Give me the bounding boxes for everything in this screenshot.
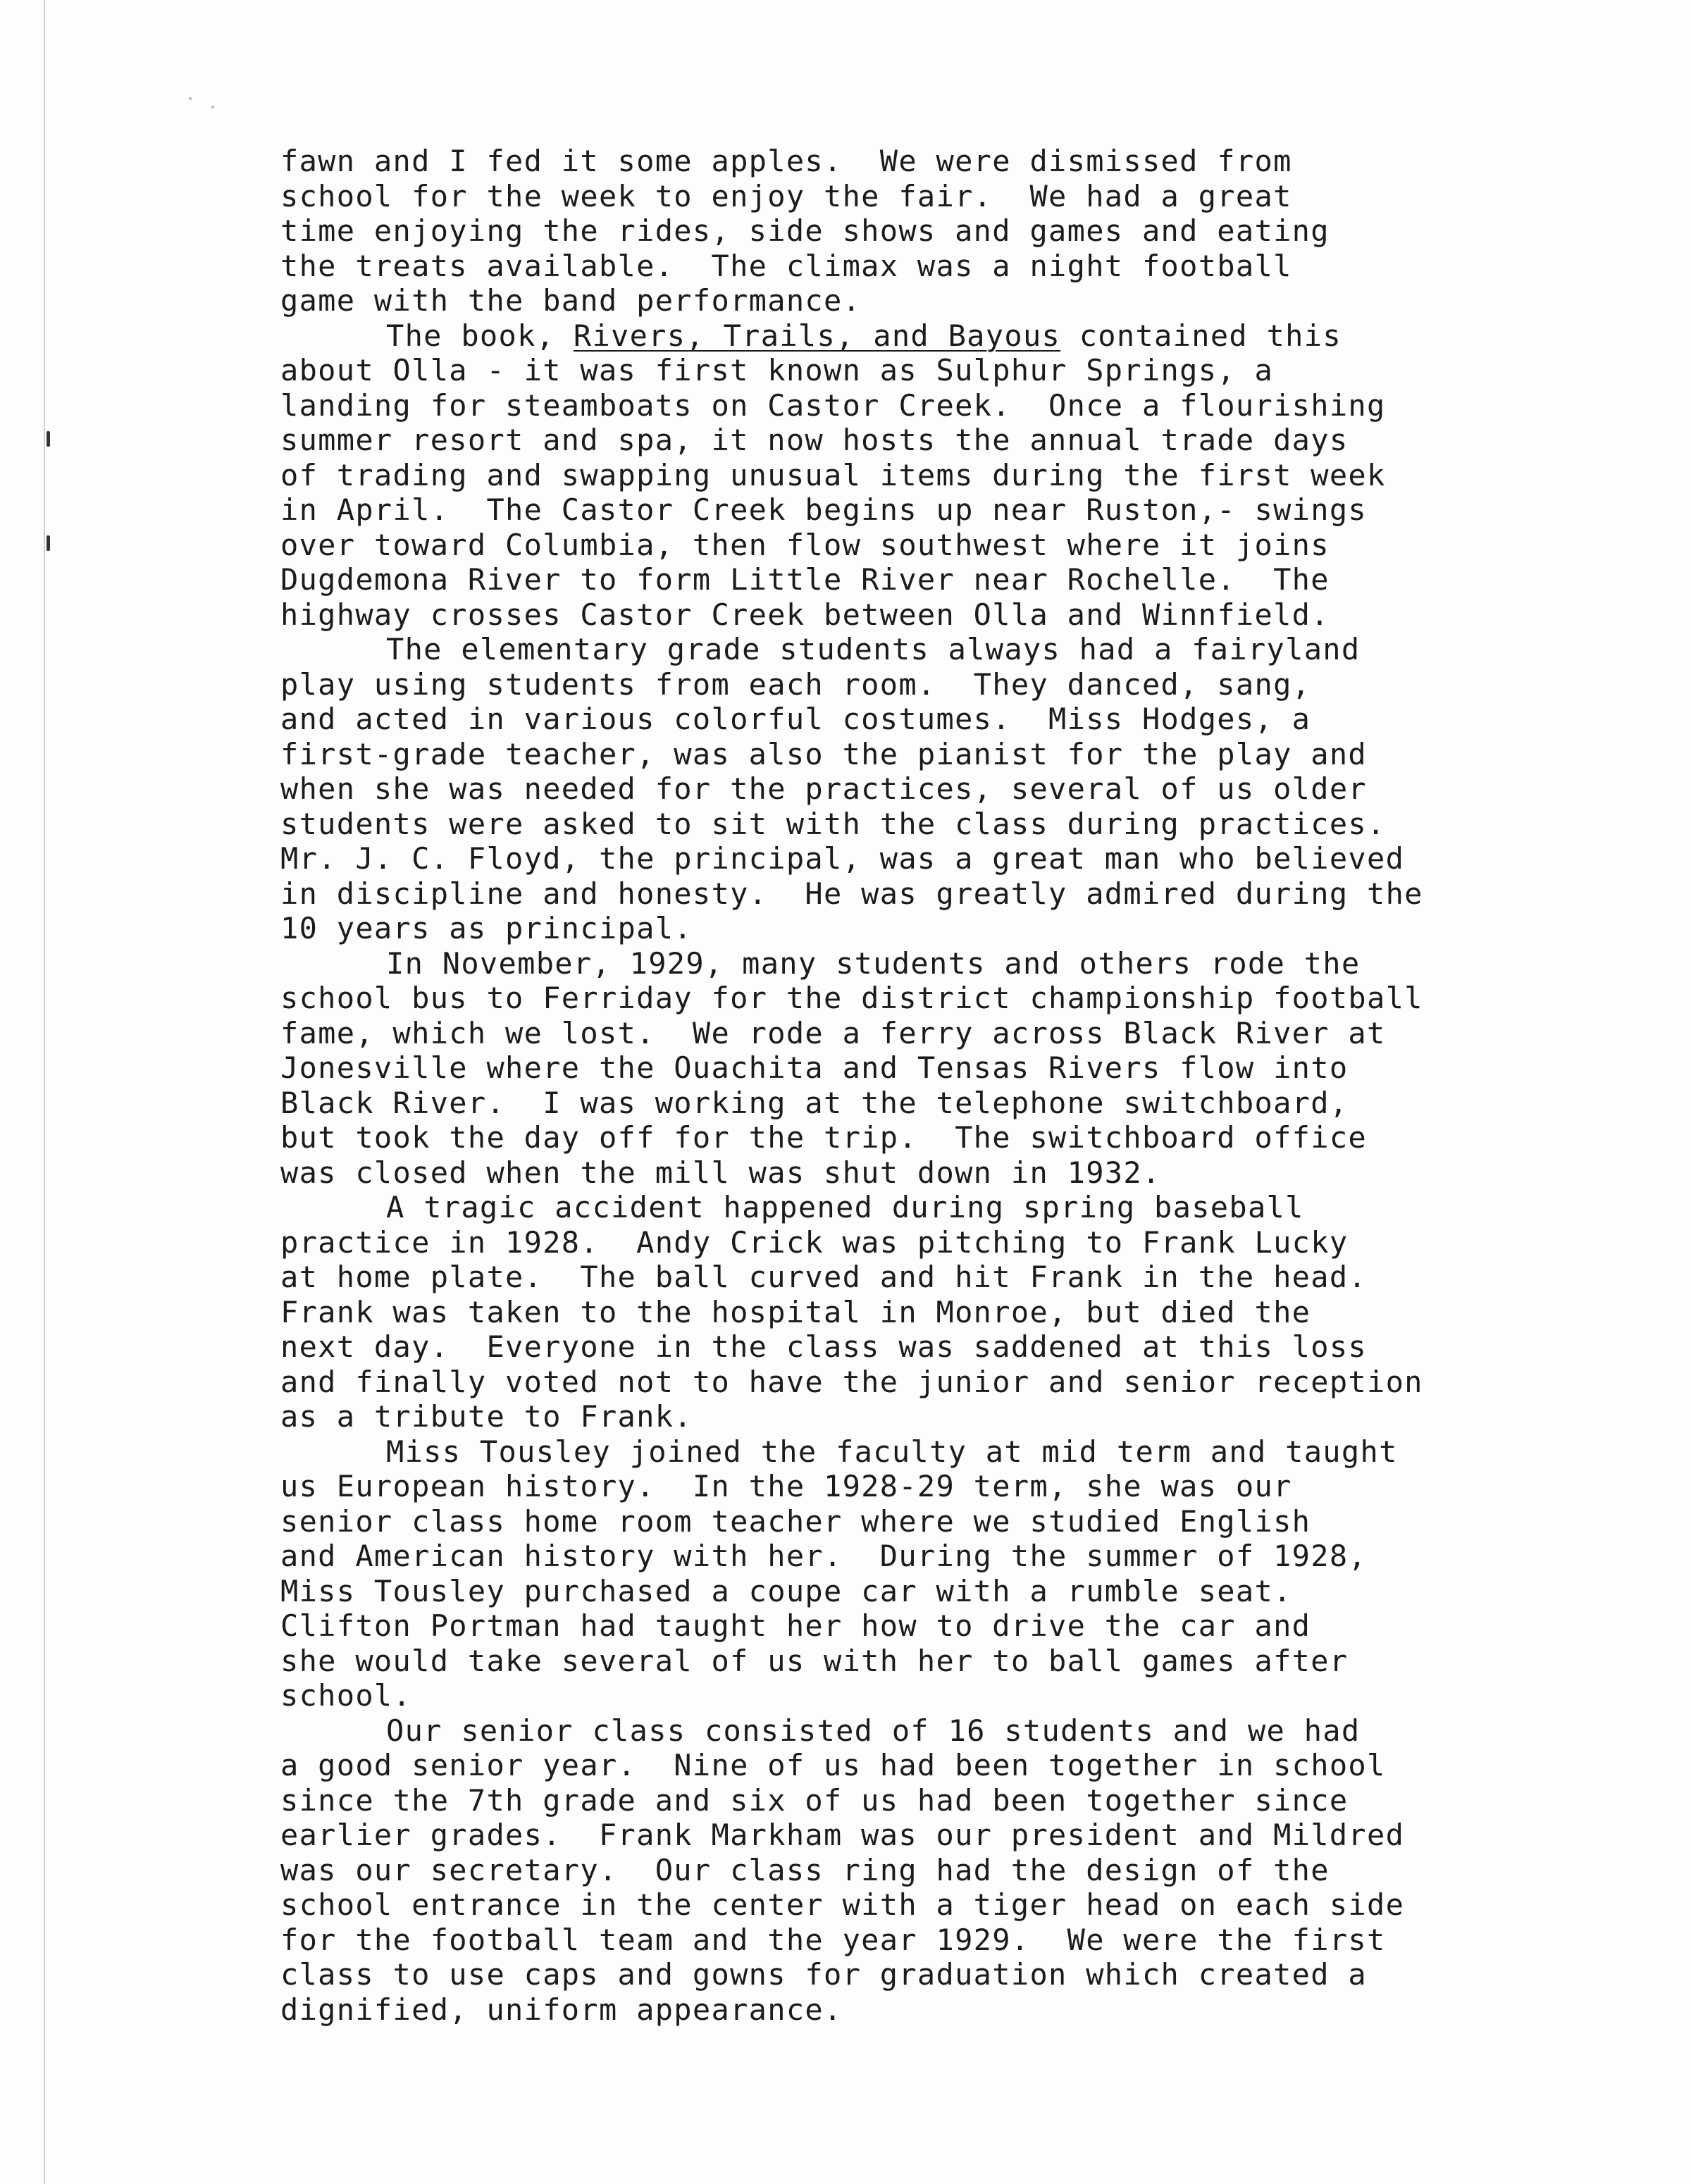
text-line: A tragic accident happened during spring baseball: [386, 1190, 1304, 1224]
text-line: In November, 1929, many students and others rode the: [386, 945, 1361, 981]
text-line: senior class home room teacher where we studied English: [280, 1503, 1311, 1539]
text-line: Mr. J. C. Floyd, the principal, was a great man who believed: [280, 841, 1405, 876]
text-line: for the football team and the year 1929. We were the first: [280, 1922, 1386, 1957]
text-line: in April. The Castor Creek begins up near Ruston,- swings: [280, 492, 1367, 527]
text-span: The book,: [386, 318, 574, 353]
text-line: of trading and swapping unusual items during the first week: [280, 457, 1386, 492]
text-line: was closed when the mill was shut down in 1932.: [280, 1155, 1161, 1190]
paragraph: [280, 1713, 1549, 2028]
paragraph: [280, 632, 1549, 946]
text-line: school.: [280, 1678, 412, 1713]
text-line: school bus to Ferriday for the district championship football: [280, 981, 1423, 1015]
text-line: about Olla - it was first known as Sulphur Springs, a: [280, 353, 1274, 387]
text-line: 10 years as principal.: [280, 911, 693, 945]
text-line: The elementary grade students always had a fairyland: [386, 632, 1361, 666]
page-left-edge: [44, 0, 45, 2184]
text-line: [280, 318, 1549, 354]
text-line: in discipline and honesty. He was greatly admired during the: [280, 876, 1423, 911]
text-line: Frank was taken to the hospital in Monroe, but died the: [280, 1294, 1311, 1329]
text-line: game with the band performance.: [280, 283, 862, 318]
text-line: students were asked to sit with the class during practices.: [280, 806, 1386, 841]
text-line: at home plate. The ball curved and hit Frank in the head.: [280, 1260, 1367, 1294]
paragraph: [280, 144, 1549, 318]
text-line: over toward Columbia, then flow southwest where it joins: [280, 527, 1330, 562]
text-line: Clifton Portman had taught her how to drive the car and: [280, 1608, 1311, 1643]
text-line: and acted in various colorful costumes. Miss Hodges, a: [280, 702, 1311, 736]
text-line: Black River. I was working at the telephone switchboard,: [280, 1085, 1349, 1120]
text-line: practice in 1928. Andy Crick was pitching to Frank Lucky: [280, 1224, 1349, 1260]
text-line: since the 7th grade and six of us had been together since: [280, 1782, 1349, 1818]
text-line: next day. Everyone in the class was saddened at this loss: [280, 1329, 1367, 1364]
text-line: Our senior class consisted of 16 students and we had: [386, 1713, 1361, 1748]
text-line: summer resort and spa, it now hosts the annual trade days: [280, 423, 1349, 457]
paragraph: [280, 1434, 1549, 1713]
text-line: dignified, uniform appearance.: [280, 1992, 843, 2027]
text-line: fame, which we lost. We rode a ferry across Black River at: [280, 1015, 1386, 1050]
book-title-underlined: Rivers, Trails, and Bayous: [573, 318, 1061, 353]
text-line: but took the day off for the trip. The switchboard office: [280, 1120, 1367, 1155]
text-line: landing for steamboats on Castor Creek. Once a flourishing: [280, 387, 1386, 423]
text-line: us European history. In the 1928-29 term, she was our: [280, 1469, 1292, 1503]
text-line: school for the week to enjoy the fair. We had a great: [280, 178, 1292, 213]
text-line: class to use caps and gowns for graduation which created a: [280, 1957, 1367, 1992]
text-line: Jonesville where the Ouachita and Tensas Rivers flow into: [280, 1050, 1349, 1085]
text-line: when she was needed for the practices, several of us older: [280, 771, 1367, 806]
paragraph: [280, 1190, 1549, 1434]
text-line: earlier grades. Frank Markham was our president and Mildred: [280, 1818, 1405, 1852]
paper-speck: [189, 97, 192, 100]
text-line: highway crosses Castor Creek between Olla and Winnfield.: [280, 597, 1330, 632]
paper-speck: [211, 106, 214, 108]
text-line: time enjoying the rides, side shows and games and eating: [280, 213, 1330, 248]
text-line: play using students from each room. They danced, sang,: [280, 666, 1311, 702]
text-line: school entrance in the center with a tiger head on each side: [280, 1887, 1405, 1922]
text-line: was our secretary. Our class ring had the design of the: [280, 1852, 1330, 1887]
text-line: the treats available. The climax was a night football: [280, 248, 1292, 283]
text-span: contained this: [1060, 318, 1342, 353]
text-line: Miss Tousley joined the faculty at mid term and taught: [386, 1434, 1398, 1469]
paragraph: [280, 318, 1549, 633]
binder-mark: [47, 535, 50, 551]
text-line: and finally voted not to have the junior and senior reception: [280, 1364, 1423, 1399]
text-line: she would take several of us with her to ball games after: [280, 1643, 1349, 1678]
text-line: and American history with her. During the summer of 1928,: [280, 1539, 1367, 1573]
binder-mark: [47, 431, 50, 447]
paragraph: [280, 946, 1549, 1191]
text-line: Dugdemona River to form Little River near Rochelle. The: [280, 562, 1330, 597]
typewritten-body-text: [280, 144, 1549, 2027]
text-line: fawn and I fed it some apples. We were dismissed from: [280, 144, 1292, 178]
text-line: Miss Tousley purchased a coupe car with a rumble seat.: [280, 1573, 1292, 1608]
text-line: as a tribute to Frank.: [280, 1399, 693, 1434]
text-line: first-grade teacher, was also the pianist for the play and: [280, 736, 1367, 771]
text-line: a good senior year. Nine of us had been together in school: [280, 1748, 1386, 1782]
